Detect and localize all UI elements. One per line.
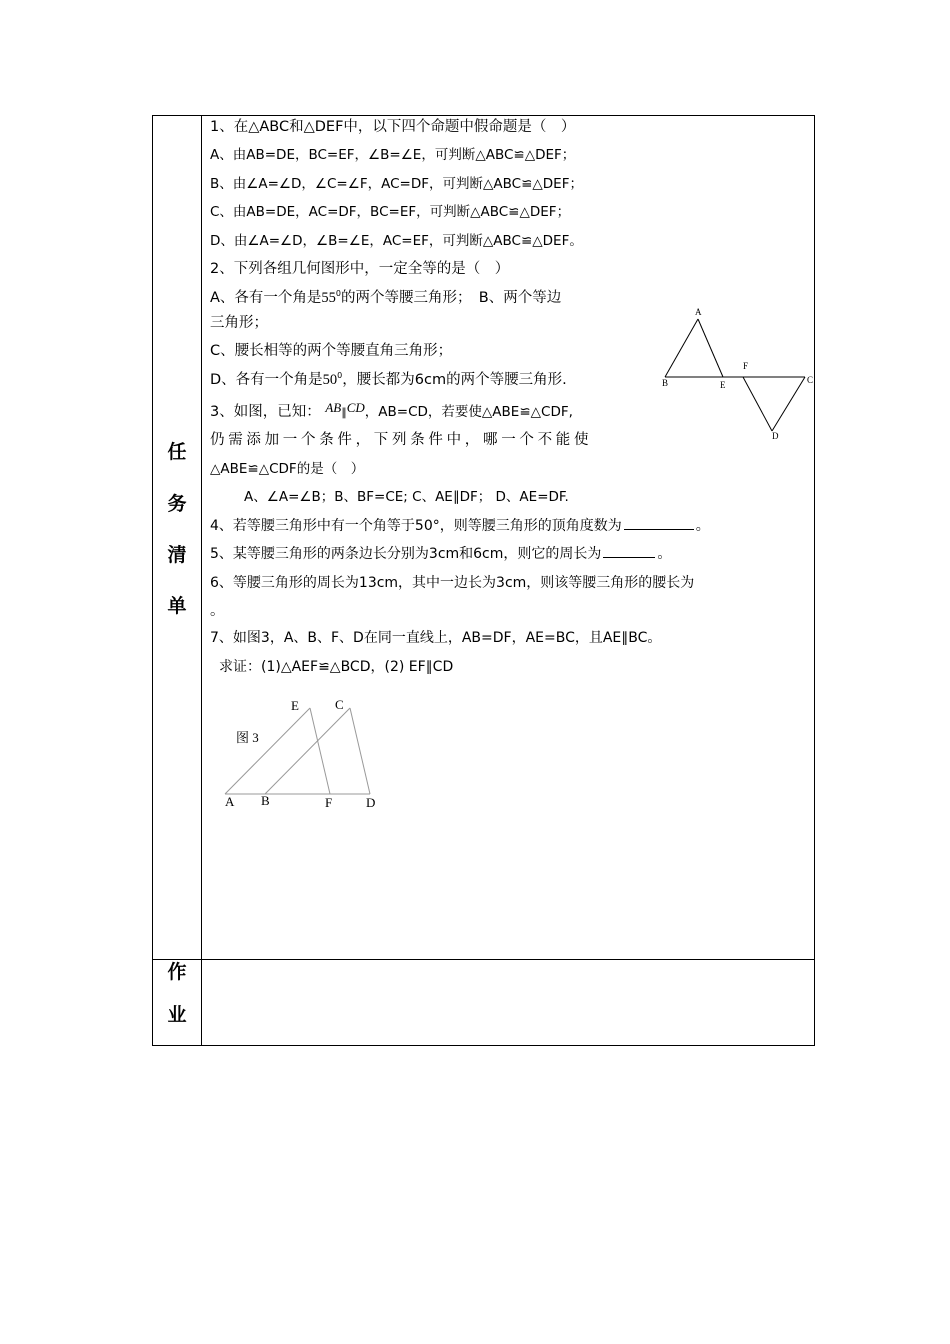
fig-segment-fd [743, 377, 772, 431]
figure-3 [215, 692, 395, 817]
q1-option-c: C、由AB=DE，AC=DF，BC=EF，可判断△ABC≌△DEF； [210, 204, 571, 220]
fig-label-d: D [772, 431, 779, 441]
homework-label-2: 业 [167, 1004, 187, 1026]
homework-label-1: 作 [167, 961, 187, 983]
q2-option-a-cont: 三角形； [210, 315, 268, 331]
fig-label-b: B [662, 378, 669, 388]
fig3-segment-ae [225, 708, 310, 794]
q2-d-angle: 50 [322, 371, 338, 388]
fig3-label-a: A [225, 794, 235, 809]
fig3-label-e: E [291, 698, 299, 713]
q7-proof: 求证：(1)△AEF≌△BCD，(2) EF∥CD [219, 659, 454, 675]
q2-a-angle: 55 [321, 289, 336, 306]
q3-cond-left: AB [325, 400, 342, 415]
q5-stem: 5、某等腰三角形的两条边长分别为3cm和6cm，则它的周长为 [210, 546, 602, 562]
q2-stem: 2、下列各组几何图形中，一定全等的是（ ） [210, 261, 510, 277]
fig3-label-b: B [261, 793, 270, 808]
q1-option-d: D、由∠A=∠D，∠B=∠E，AC=EF，可判断△ABC≌△DEF。 [210, 233, 583, 249]
q3-prefix: 3、如图，已知： [210, 404, 321, 420]
fig-label-e: E [720, 380, 726, 390]
fig-segment-cd [772, 377, 805, 431]
fig3-segment-bc [265, 708, 350, 794]
fig-segment-ae [698, 319, 723, 377]
q4-answer-blank[interactable] [624, 528, 694, 530]
q2-option-a: A、各有一个角是$55^0$的两个等腰三角形； B、两个等边 [210, 289, 562, 306]
task-list-label-2: 务 [167, 493, 187, 515]
task-list-label-4: 单 [167, 595, 187, 617]
fig3-segment-cd [350, 708, 370, 794]
fig3-caption: 图 3 [236, 730, 259, 745]
q3-suffix: ，AB=CD，若要使△ABE≌△CDF, [364, 404, 573, 420]
q5-end: 。 [657, 546, 672, 562]
q2-option-d: D、各有一个角是$50^0$，腰长都为6cm的两个等腰三角形. [210, 371, 567, 388]
q1-stem: 1、在△ABC和△DEF中，以下四个命题中假命题是（ ） [210, 119, 576, 135]
fig-label-f: F [743, 361, 749, 371]
q3-stem [210, 400, 573, 421]
q7-text: 7、如图3，A、B、F、D在同一直线上，AB=DF，AE=BC，且AE∥BC。 [210, 630, 662, 646]
q3-line3: △ABE≌△CDF的是（ ） [210, 461, 365, 477]
q3-options: A、∠A=∠B；B、BF=CE; C、AE∥DF； D、AE=DF. [244, 489, 569, 505]
fig3-segment-ef [310, 708, 330, 794]
q2-a-prefix: A、各有一个角是 [210, 289, 322, 306]
q3-parallel: ∥ [341, 406, 347, 419]
q3-line2: 仍需添加一个条件，下列条件中，哪一个不能使 [210, 432, 593, 448]
task-list-label-3: 清 [167, 544, 187, 566]
q2-option-c: C、腰长相等的两个等腰直角三角形； [210, 343, 453, 359]
fig-label-a: A [695, 307, 702, 317]
q5-answer-blank[interactable] [603, 556, 655, 558]
label-column-divider [152, 115, 202, 1046]
q4-stem: 4、若等腰三角形中有一个角等于50°，则等腰三角形的顶角度数为 [210, 518, 622, 534]
fig-label-c: C [807, 375, 814, 385]
q4-end: 。 [695, 518, 710, 534]
q3-cond-right: CD [346, 400, 365, 415]
q2-d-suffix: ，腰长都为6cm的两个等腰三角形. [342, 371, 567, 388]
q1-option-a: A、由AB=DE，BC=EF，∠B=∠E，可判断△ABC≌△DEF； [210, 147, 576, 163]
row-divider [152, 959, 815, 960]
q2-a-suffix: 的两个等腰三角形； B、两个等边 [341, 289, 562, 306]
q2-d-prefix: D、各有一个角是 [210, 371, 323, 388]
q6-text: 6、等腰三角形的周长为13cm，其中一边长为3cm，则该等腰三角形的腰长为 [210, 575, 695, 591]
q1-option-b: B、由∠A=∠D，∠C=∠F，AC=DF，可判断△ABC≌△DEF； [210, 176, 583, 192]
q3-figure [655, 302, 815, 447]
fig3-label-f: F [325, 795, 333, 810]
q5-text [210, 546, 671, 563]
q4-text [210, 518, 710, 535]
task-list-label-1: 任 [167, 441, 187, 463]
q6-end: 。 [210, 603, 225, 619]
fig-segment-ab [665, 319, 698, 377]
fig3-label-c: C [335, 697, 344, 712]
fig3-label-d: D [366, 795, 376, 810]
